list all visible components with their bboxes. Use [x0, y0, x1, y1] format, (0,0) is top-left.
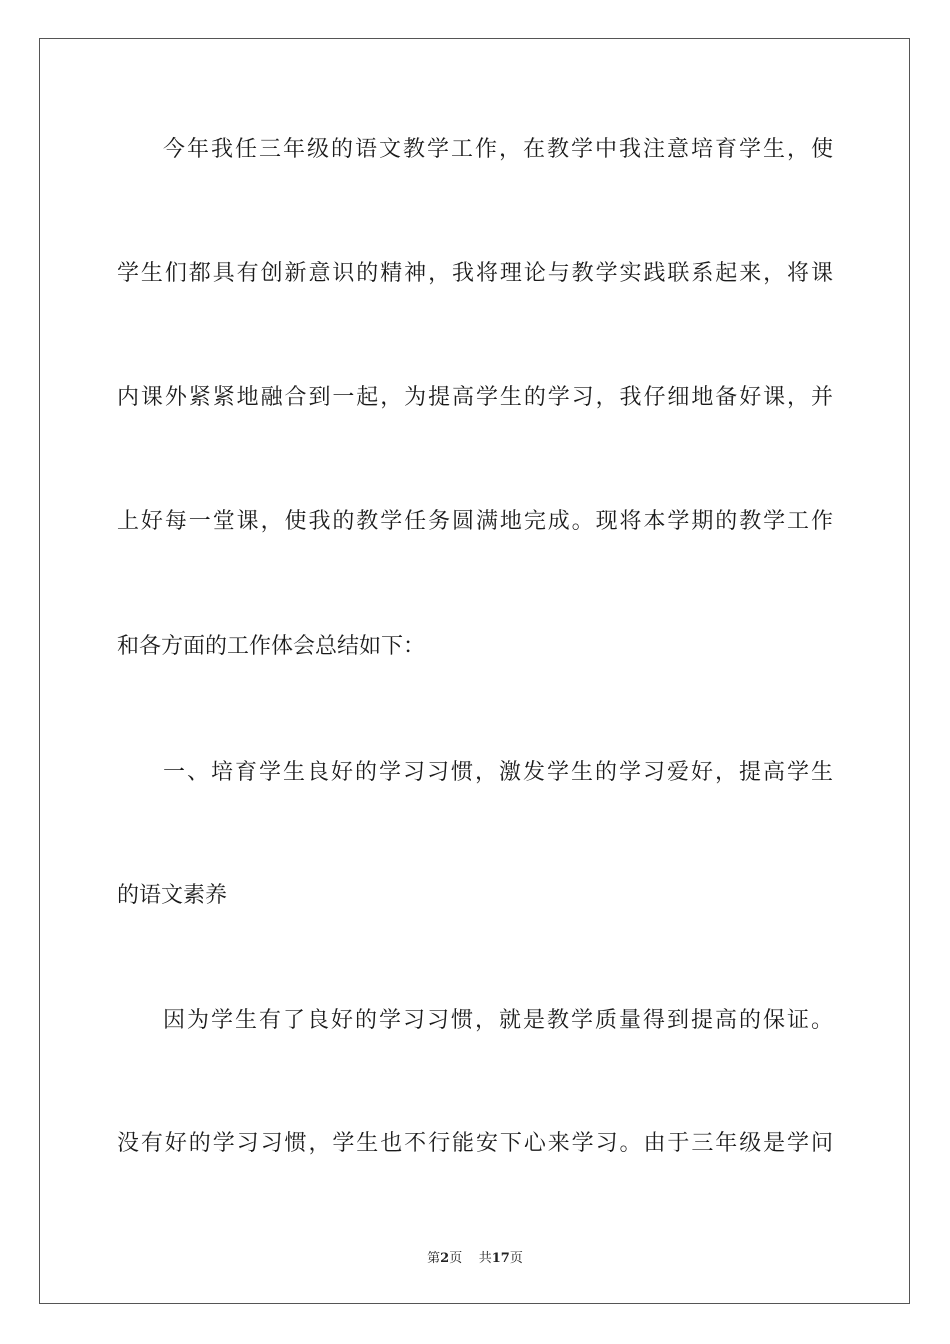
paragraph-line-6: 因为学生有了良好的学习习惯，就是教学质量得到提高的保证。: [163, 1008, 833, 1033]
section-heading-line-2: 的语文素养: [117, 883, 228, 908]
section-heading-line-1: 一、培育学生良好的学习习惯，激发学生的学习爱好，提高学生: [163, 760, 833, 785]
page-footer: [0, 1247, 950, 1266]
paragraph-line-5: 和各方面的工作体会总结如下：: [117, 634, 426, 659]
total-pages: 17: [491, 1251, 510, 1266]
paragraph-line-2: 学生们都具有创新意识的精神，我将理论与教学实践联系起来，将课: [117, 261, 833, 286]
paragraph-line-3: 内课外紧紧地融合到一起，为提高学生的学习，我仔细地备好课，并: [117, 385, 833, 410]
page-number: 2: [440, 1251, 450, 1266]
total-suffix: 页: [509, 1251, 523, 1266]
paragraph-line-1: 今年我任三年级的语文教学工作，在教学中我注意培育学生，使: [163, 137, 833, 162]
page-border: [39, 38, 910, 1304]
page-prefix: 第: [427, 1251, 441, 1266]
paragraph-line-7: 没有好的学习习惯，学生也不行能安下心来学习。由于三年级是学问: [117, 1131, 833, 1156]
page-suffix: 页: [449, 1251, 463, 1266]
paragraph-line-4: 上好每一堂课，使我的教学任务圆满地完成。现将本学期的教学工作: [117, 509, 833, 534]
total-prefix: 共: [478, 1251, 492, 1266]
